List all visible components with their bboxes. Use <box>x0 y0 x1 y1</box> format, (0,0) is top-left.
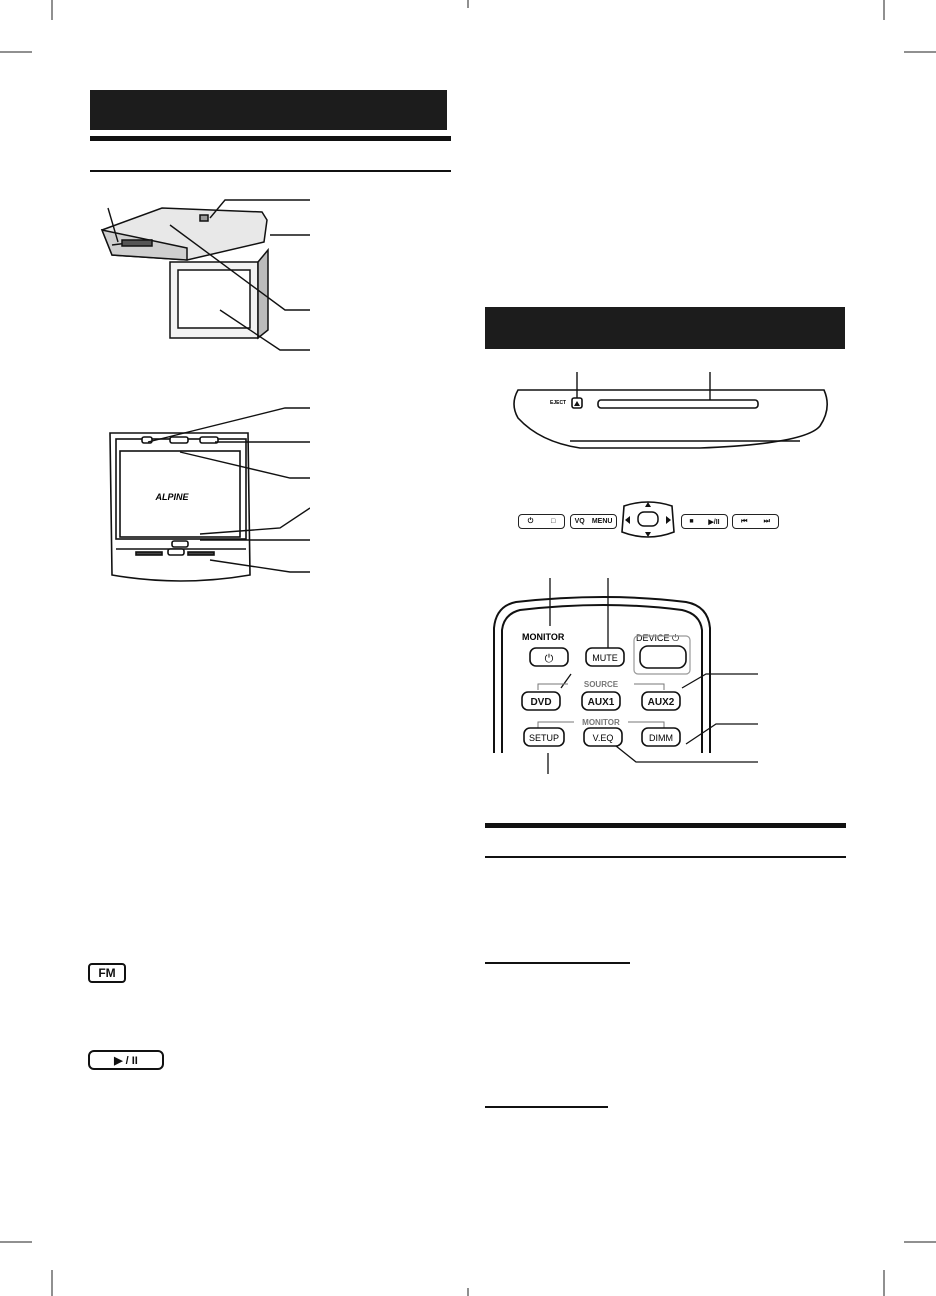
mute-label: MUTE <box>592 653 618 663</box>
stop-play-key[interactable] <box>681 514 728 529</box>
direction-pad[interactable] <box>618 498 678 540</box>
monitor-group-label: MONITOR <box>582 718 620 727</box>
disc-eject-label: EJECT <box>550 400 567 406</box>
veq-label: V.EQ <box>592 733 614 743</box>
next-icon: ⏭ <box>763 517 770 525</box>
monitor-logo: ALPINE <box>155 492 189 502</box>
left-section-rule-thick <box>90 136 451 141</box>
monitor-power-icon: ⏻ <box>544 653 554 665</box>
aux2-label: AUX2 <box>647 697 675 708</box>
subheading-underline-2 <box>485 1106 608 1108</box>
left-section-rule-thin <box>90 170 451 172</box>
vq-menu-key[interactable] <box>570 514 617 529</box>
disc-slot-illustration <box>500 368 840 458</box>
right-section-rule-thin <box>485 856 846 858</box>
previous-icon: ⏮ <box>741 517 748 525</box>
dvd-label: DVD <box>530 697 552 708</box>
right-section-header-bar <box>485 307 845 349</box>
left-section-header-bar <box>90 90 447 130</box>
open-icon: □ <box>550 518 556 525</box>
monitor-label: MONITOR <box>522 632 565 642</box>
play-pause-button-icon <box>88 1050 164 1070</box>
power-icon: ⏻ <box>527 517 534 525</box>
aux1-label: AUX1 <box>587 697 615 708</box>
fm-label: FM <box>98 966 116 980</box>
source-group-label: SOURCE <box>583 680 619 689</box>
fm-button-icon <box>88 963 126 983</box>
skip-key[interactable] <box>732 514 779 529</box>
power-open-key[interactable] <box>518 514 565 529</box>
remote-control-illustration <box>486 578 766 778</box>
subheading-underline-1 <box>485 962 630 964</box>
dimm-label: DIMM <box>649 733 673 743</box>
setup-label: SETUP <box>528 733 560 743</box>
device-power-button[interactable] <box>640 646 686 668</box>
stop-icon: ■ <box>689 518 694 525</box>
menu-label: MENU <box>591 518 613 525</box>
right-section-rule-thick <box>485 823 846 828</box>
play-pause-label: ▶ / II <box>114 1054 138 1067</box>
play-pause-icon: ▶/II <box>708 518 720 526</box>
device-label: DEVICE ⏻ <box>636 633 680 643</box>
leader-lines-side <box>100 190 310 360</box>
vq-label: VQ <box>574 518 585 525</box>
leader-lines-front <box>140 400 310 580</box>
